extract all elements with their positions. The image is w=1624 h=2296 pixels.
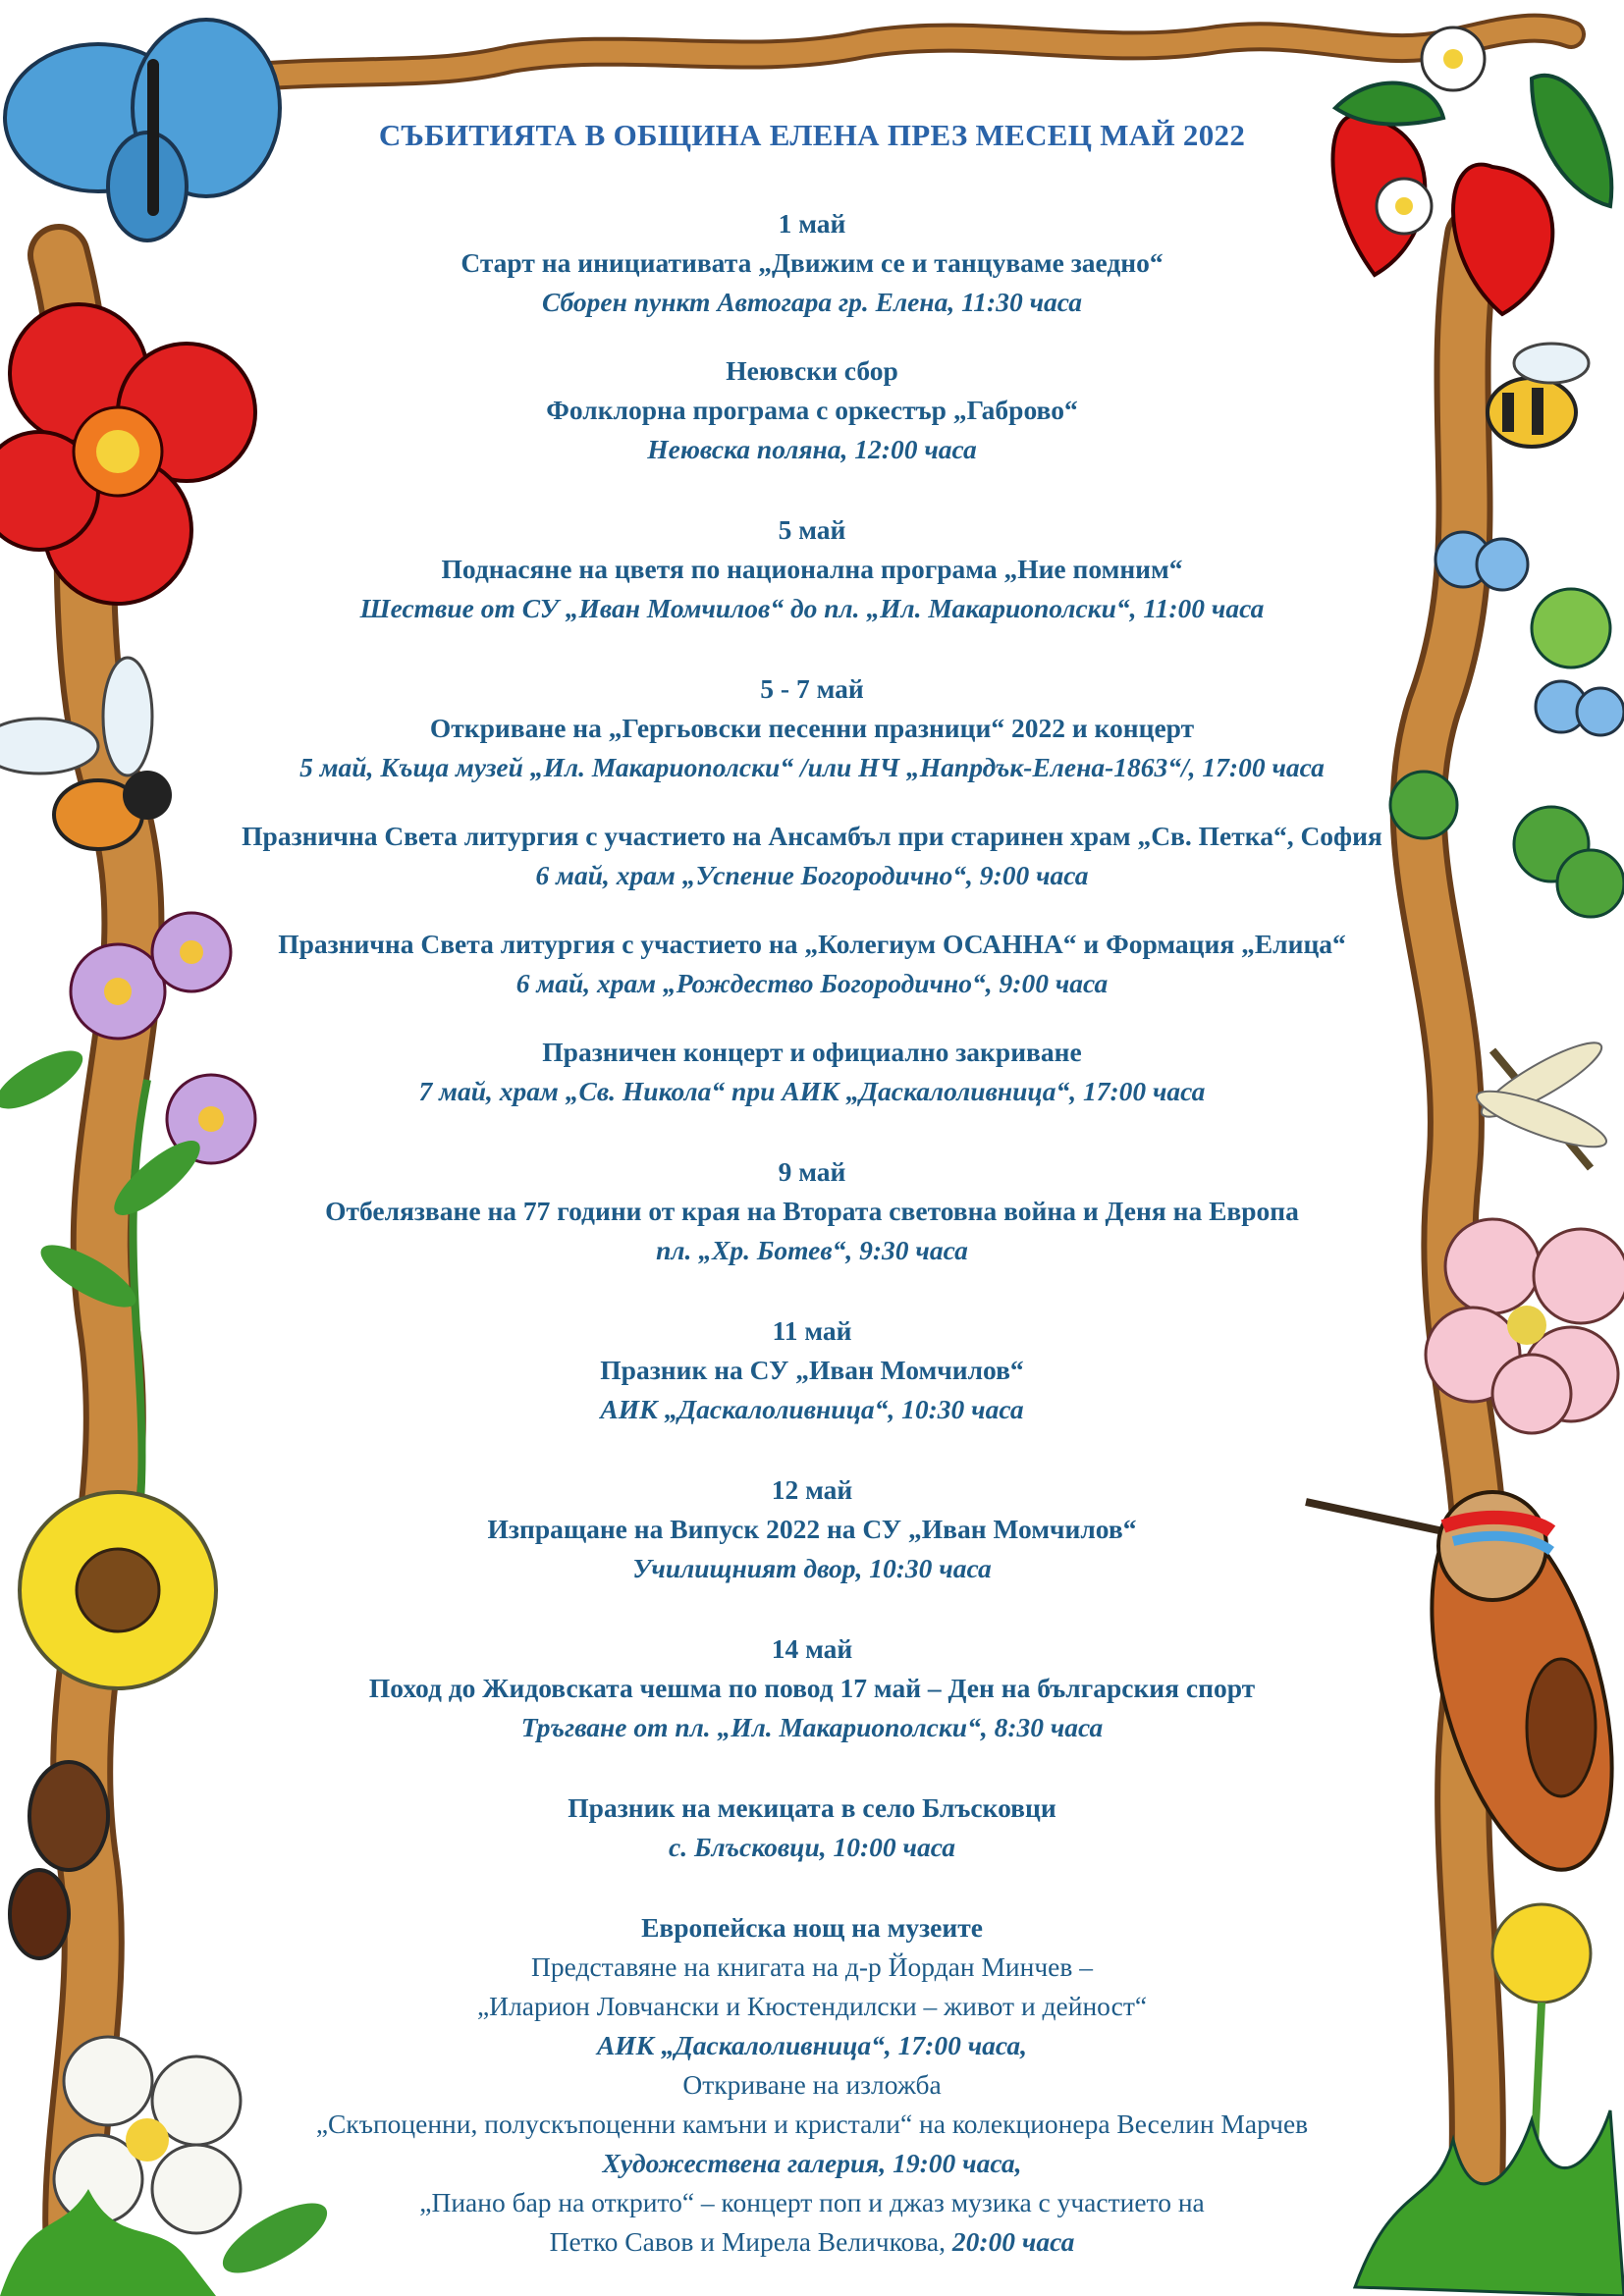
event-subtitle: Фолклорна програма с оркестър „Габрово“ <box>546 395 1078 425</box>
museum-line-8-time: 20:00 часа <box>951 2226 1075 2257</box>
event-venue: пл. „Хр. Ботев“, 9:30 часа <box>656 1235 968 1265</box>
event-date: 14 май <box>771 1633 853 1664</box>
event-venue: Тръгване от пл. „Ил. Макариополски“, 8:30 часа <box>520 1712 1104 1742</box>
museum-line-8 <box>157 2222 1467 2262</box>
museum-line-7: „Пиано бар на открито“ – концерт поп и джаз музика с участието на <box>419 2187 1205 2217</box>
museum-line-8-text: Петко Савов и Мирела Величкова, <box>549 2226 952 2257</box>
event-name: Празник на мекицата в село Блъсковци <box>568 1792 1056 1823</box>
event-name: Отбелязване на 77 години от края на Втората световна война и Деня на Европа <box>325 1196 1299 1226</box>
event-venue: Сборен пункт Автогара гр. Елена, 11:30 часа <box>541 287 1083 317</box>
page-title: СЪБИТИЯТА В ОБЩИНА ЕЛЕНА ПРЕЗ МЕСЕЦ МАЙ 2022 <box>378 118 1246 152</box>
event-6 <box>157 925 1467 1003</box>
event-12 <box>157 1789 1467 1867</box>
museum-line-1: Представяне на книгата на д-р Йордан Минчев – <box>531 1951 1093 1982</box>
event-name: Празничен концерт и официално закриване <box>542 1037 1082 1067</box>
museum-line-6: Художествена галерия, 19:00 часа, <box>602 2148 1022 2178</box>
event-venue: Неювска поляна, 12:00 часа <box>647 434 977 464</box>
museum-night <box>157 1908 1467 2262</box>
museum-line-5: „Скъпоценни, полускъпоценни камъни и кристали“ на колекционера Веселин Марчев <box>315 2109 1309 2139</box>
event-name: Поднасяне на цветя по национална програма „Ние помним“ <box>441 554 1183 584</box>
museum-line-2: „Иларион Ловчански и Кюстендилски – живот и дейност“ <box>476 1991 1148 2021</box>
event-date: 9 май <box>778 1156 846 1187</box>
event-8 <box>157 1152 1467 1270</box>
event-venue: 6 май, храм „Рождество Богородично“, 9:00 часа <box>515 968 1109 998</box>
event-venue: 7 май, храм „Св. Никола“ при АИК „Даскалоливница“, 17:00 часа <box>418 1076 1206 1106</box>
event-name: Празнична Света литургия с участието на Ансамбъл при старинен храм „Св. Петка“, София <box>242 821 1382 851</box>
event-name: Неювски сбор <box>726 355 898 386</box>
event-2 <box>157 351 1467 469</box>
event-venue: АИК „Даскалоливница“, 10:30 часа <box>600 1394 1024 1424</box>
event-date: 11 май <box>772 1315 852 1346</box>
event-venue: Училищният двор, 10:30 часа <box>632 1553 992 1583</box>
event-venue: 5 май, Къща музей „Ил. Макариополски“ /или НЧ „Напрдък-Елена-1863“/, 17:00 часа <box>299 752 1325 782</box>
event-5 <box>157 817 1467 895</box>
event-name: Празник на СУ „Иван Момчилов“ <box>600 1355 1024 1385</box>
event-name: Откриване на „Гергьовски песенни празници“ 2022 и концерт <box>429 713 1195 743</box>
event-date: 5 - 7 май <box>760 673 864 704</box>
event-name: Старт на инициативата „Движим се и танцуваме заедно“ <box>460 247 1164 278</box>
event-venue: 6 май, храм „Успение Богородично“, 9:00 часа <box>535 860 1089 890</box>
museum-line-4: Откриване на изложба <box>682 2069 942 2100</box>
event-3 <box>157 510 1467 628</box>
event-11 <box>157 1629 1467 1747</box>
event-date: 5 май <box>778 514 846 545</box>
event-name: Европейска нощ на музеите <box>641 1912 983 1943</box>
museum-line-3: АИК „Даскалоливница“, 17:00 часа, <box>596 2030 1028 2060</box>
event-venue: Шествие от СУ „Иван Момчилов“ до пл. „Ил. Макариополски“, 11:00 часа <box>359 593 1265 623</box>
event-1 <box>157 204 1467 322</box>
event-name: Празнична Света литургия с участието на „Колегиум ОСАННА“ и Формация „Елица“ <box>278 929 1346 959</box>
event-venue: с. Блъсковци, 10:00 часа <box>669 1832 955 1862</box>
event-date: 12 май <box>771 1474 853 1505</box>
event-4 <box>157 669 1467 787</box>
event-7 <box>157 1033 1467 1111</box>
event-9 <box>157 1311 1467 1429</box>
event-name: Изпращане на Випуск 2022 на СУ „Иван Момчилов“ <box>487 1514 1137 1544</box>
event-10 <box>157 1470 1467 1588</box>
event-date: 1 май <box>778 208 846 239</box>
event-name: Поход до Жидовската чешма по повод 17 май – Ден на българския спорт <box>368 1673 1256 1703</box>
